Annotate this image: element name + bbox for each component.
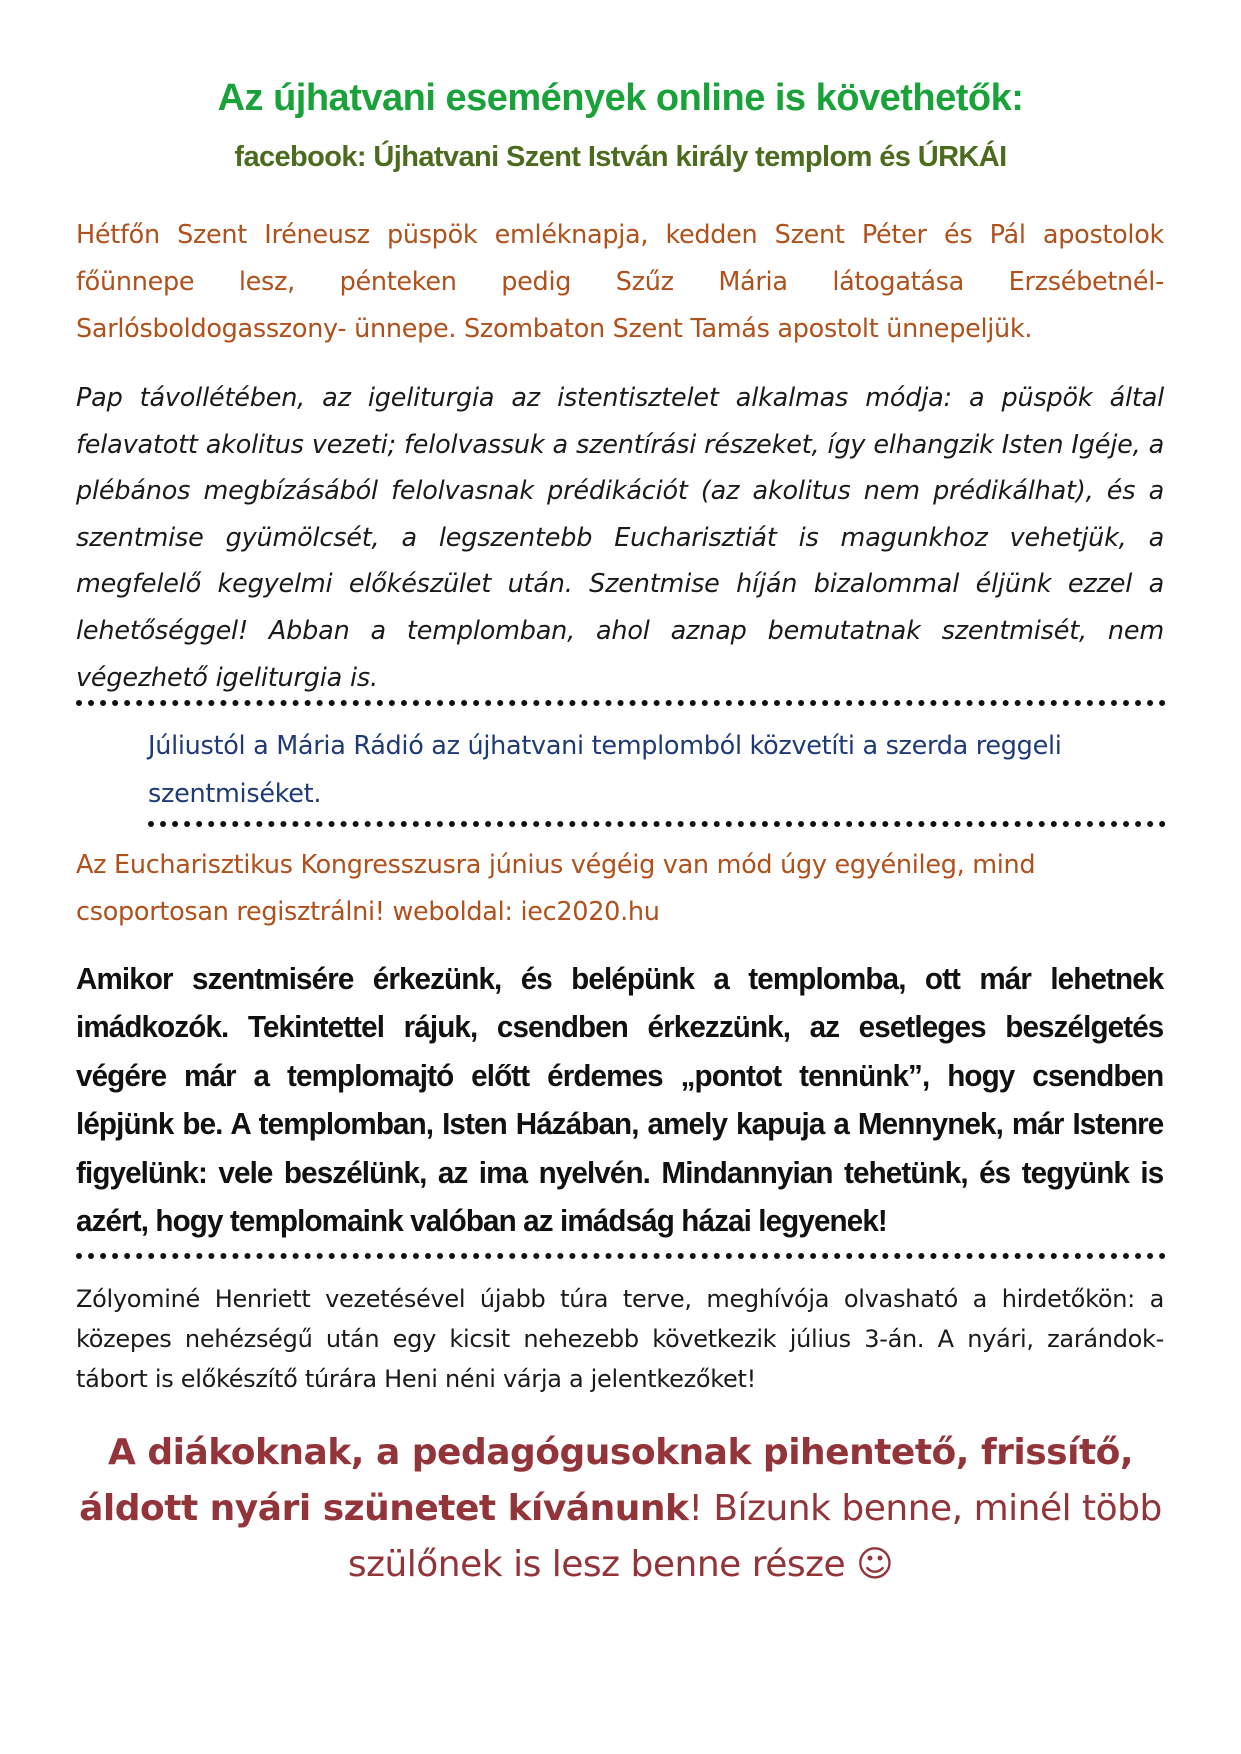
- church-etiquette-paragraph: Amikor szentmisére érkezünk, és belépünk a templomba, ott már lehetnek imádkozók. Tekintettel rájuk, csendben érkezzünk, az esetleges beszélgetés végére már a templomajtó előtt érdemes „pontot tennünk”, hogy csendben lépjünk be. A templomban, Isten Házában, amely kapuja a Mennynek, már Istenre figyelünk: vele beszélünk, az ima nyelvén. Mindannyian tehetünk, és tegyünk is azért, hogy templomaink valóban az imádság házai legyenek!: [76, 962, 1164, 1239]
- radio-paragraph: Júliustól a Mária Rádió az újhatvani templomból közvetíti a szerda reggeli szentmiséket.: [148, 731, 1062, 809]
- tour-paragraph: Zólyominé Henriett vezetésével újabb túra terve, meghívója olvasható a hirdetőkön: a közepes nehézségű után egy kicsit nehezebb következik július 3-án. A nyári, zarándok-tábort is előkészítő túrára Heni néni várja a jelentkezőket!: [76, 1285, 1164, 1393]
- dotted-divider: [76, 700, 1166, 706]
- congress-paragraph: Az Eucharisztikus Kongresszusra június végéig van mód úgy egyénileg, mind csoportosan regisztrálni! weboldal: iec2020.hu: [76, 850, 1036, 927]
- smiley-icon: ☺: [856, 1544, 894, 1585]
- facebook-subtitle: facebook: Újhatvani Szent István király templom és ÚRKÁI: [234, 141, 1007, 173]
- liturgy-paragraph: Pap távollétében, az igeliturgia az istentisztelet alkalmas módja: a püspök által felavatott akolitus vezeti; felolvassuk a szentírási részeket, így elhangzik Isten Igéje, a plébános megbízásából felolvasnak prédikációt (az akolitus nem prédikálhat), és a szentmise gyümölcsét, a legszentebb Eucharisztiát is magunkhoz vehetjük, a megfelelő kegyelmi előkészület után. Szentmise híján bizalommal éljünk ezzel a lehetőséggel! Abban a templomban, ahol aznap bemutatnak szentmisét, nem végezhető igeliturgia is.: [76, 383, 1164, 693]
- dotted-divider: [76, 1253, 1166, 1259]
- closing-wish-regular: ! Bízunk benne, minél több szülőnek is lesz benne része: [347, 1488, 1162, 1585]
- closing-wish: [60, 1425, 1181, 1593]
- dotted-divider: [148, 821, 1166, 827]
- feasts-paragraph: Hétfőn Szent Iréneusz püspök emléknapja, kedden Szent Péter és Pál apostolok főünnepe lesz, pénteken pedig Szűz Mária látogatása Erzsébetnél- Sarlósboldogasszony- ünnepe. Szombaton Szent Tamás apostolt ünnepeljük.: [76, 220, 1164, 344]
- closing-wish-bold: A diákoknak, a pedagógusoknak pihentető, frissítő, áldott nyári szünetet kívánunk: [79, 1432, 1134, 1529]
- page-title: Az újhatvani események online is követhetők:: [217, 77, 1024, 119]
